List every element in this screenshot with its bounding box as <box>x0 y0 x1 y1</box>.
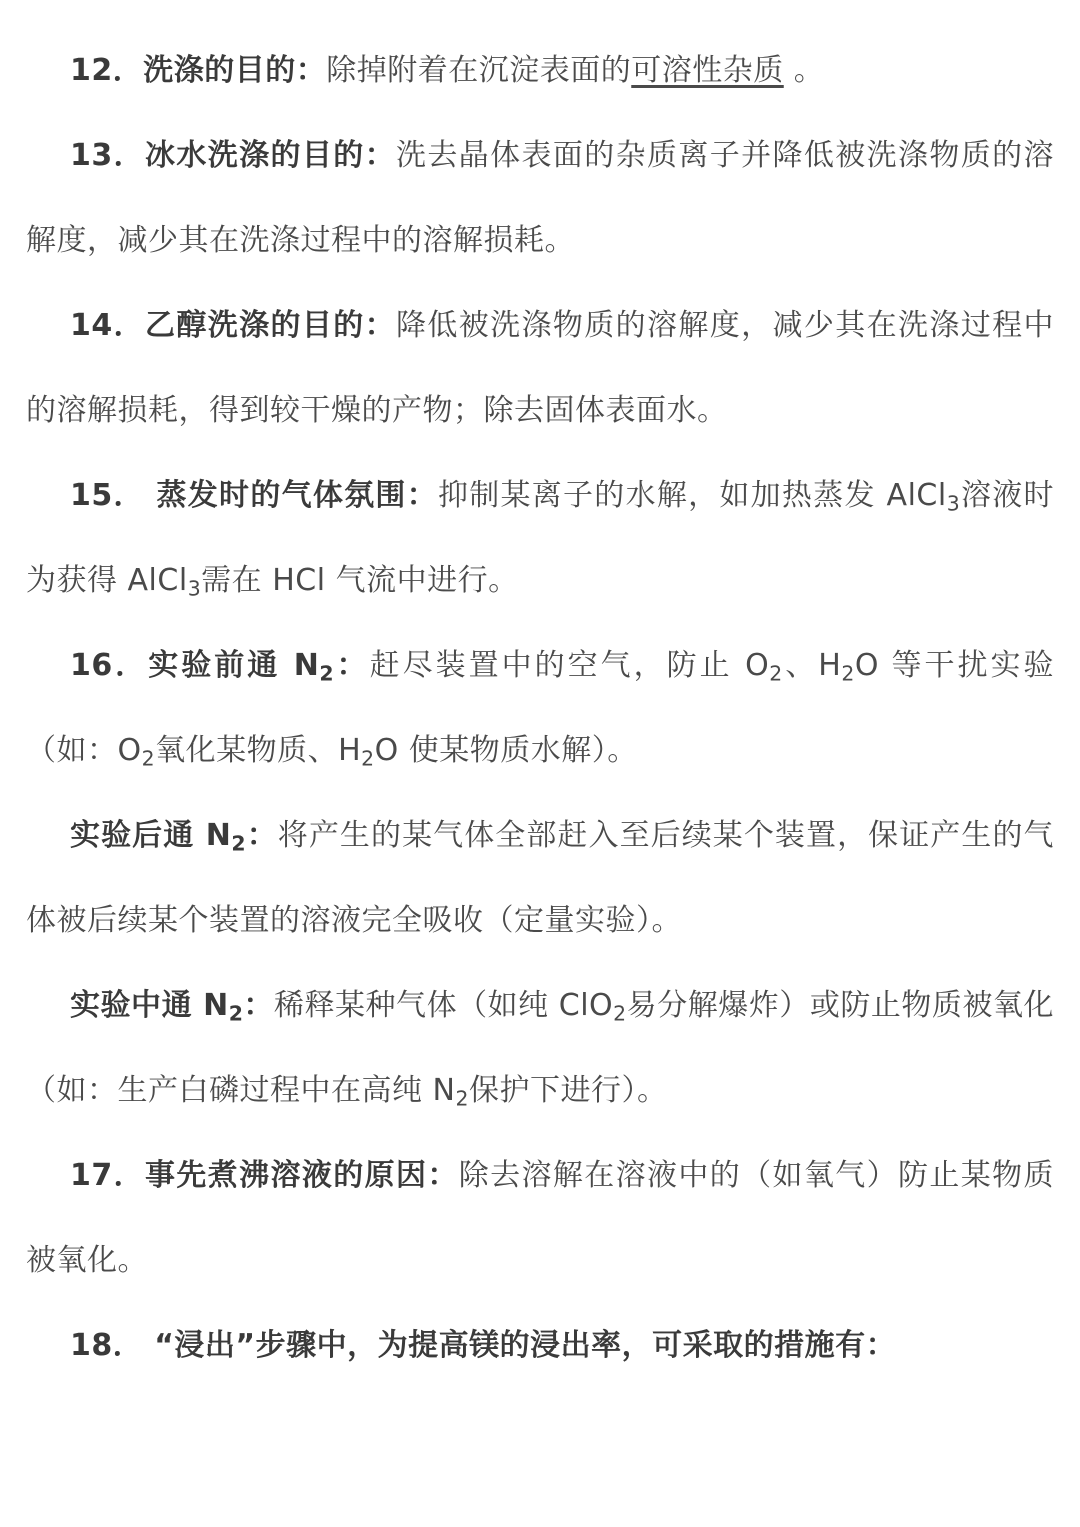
label-segment: 16．实验前通 N <box>70 648 320 683</box>
subscript: 2 <box>319 661 335 686</box>
subscript: 2 <box>841 661 855 686</box>
item-18 <box>0 1303 1080 1388</box>
item-14-label: 14．乙醇洗涤的目的： <box>70 308 396 343</box>
text-segment: 、H <box>782 648 842 683</box>
item-13-text: 洗去晶体表面的杂质离子并降低被洗涤物质的溶解度，减少其在洗涤过程中的溶解损耗。 <box>26 138 1054 258</box>
subscript: 2 <box>361 746 375 771</box>
item-12-text: 除掉附着在沉淀表面的 <box>326 53 632 88</box>
item-16-after <box>0 793 1080 963</box>
label-segment: ： <box>246 818 278 853</box>
item-12-end: 。 <box>783 53 825 88</box>
item-16-after-label <box>70 818 278 856</box>
text-segment: 溶液时为获得 AlCl <box>26 478 1055 598</box>
item-13 <box>0 113 1080 283</box>
subscript: 2 <box>228 1001 244 1026</box>
subscript: 2 <box>141 746 156 771</box>
text-segment: 氧化某物质、H <box>155 733 362 768</box>
item-15 <box>0 453 1080 623</box>
text-segment: 需在 HCl 气流中进行。 <box>201 563 519 598</box>
item-18-label: 18． “浸出”步骤中，为提高镁的浸出率，可采取的措施有： <box>70 1328 897 1363</box>
text-segment: 抑制某离子的水解，如加热蒸发 AlCl <box>437 478 947 513</box>
subscript: 2 <box>455 1086 469 1111</box>
subscript: 2 <box>613 1001 627 1026</box>
item-14 <box>0 283 1080 453</box>
item-16 <box>0 623 1080 793</box>
text-segment: 稀释某种气体（如纯 ClO <box>273 988 614 1023</box>
label-segment: ： <box>243 988 274 1023</box>
text-segment: 保护下进行）。 <box>468 1073 668 1108</box>
item-16-during <box>0 963 1080 1133</box>
text-segment: O 使某物质水解）。 <box>374 733 638 768</box>
label-segment: ： <box>334 648 370 683</box>
text-segment: 赶尽装置中的空气，防止 O <box>369 648 770 683</box>
item-17-text: 除去溶解在溶液中的（如氧气）防止某物质被氧化。 <box>26 1158 1054 1278</box>
label-segment: 实验中通 N <box>70 988 229 1023</box>
subscript: 2 <box>231 831 247 856</box>
subscript: 2 <box>769 661 783 686</box>
text-segment: 易分解爆炸）或防止物质被氧化（如：生产白磷过程中在高纯 N <box>26 988 1055 1108</box>
label-segment: 实验后通 N <box>70 818 232 853</box>
item-14-text: 降低被洗涤物质的溶解度，减少其在洗涤过程中的溶解损耗，得到较干燥的产物；除去固体表面水。 <box>26 308 1054 428</box>
item-15-label: 15． 蒸发时的气体氛围： <box>70 478 438 513</box>
item-17 <box>0 1133 1080 1303</box>
item-16-after-text: 将产生的某气体全部赶入至后续某个装置，保证产生的气体被后续某个装置的溶液完全吸收（定量实验）。 <box>26 818 1055 938</box>
item-17-label: 17．事先煮沸溶液的原因： <box>70 1158 459 1193</box>
subscript: 3 <box>187 576 202 601</box>
text-segment: O 等干扰实验（如：O <box>26 648 1055 768</box>
item-12-label: 12．洗涤的目的： <box>70 53 327 88</box>
item-12 <box>0 28 1080 113</box>
item-12-underlined-answer: 可溶性杂质 <box>631 53 784 88</box>
item-16-label <box>70 648 370 686</box>
item-13-label: 13．冰水洗涤的目的： <box>70 138 396 173</box>
subscript: 3 <box>946 491 961 516</box>
item-16-during-label <box>70 988 274 1026</box>
